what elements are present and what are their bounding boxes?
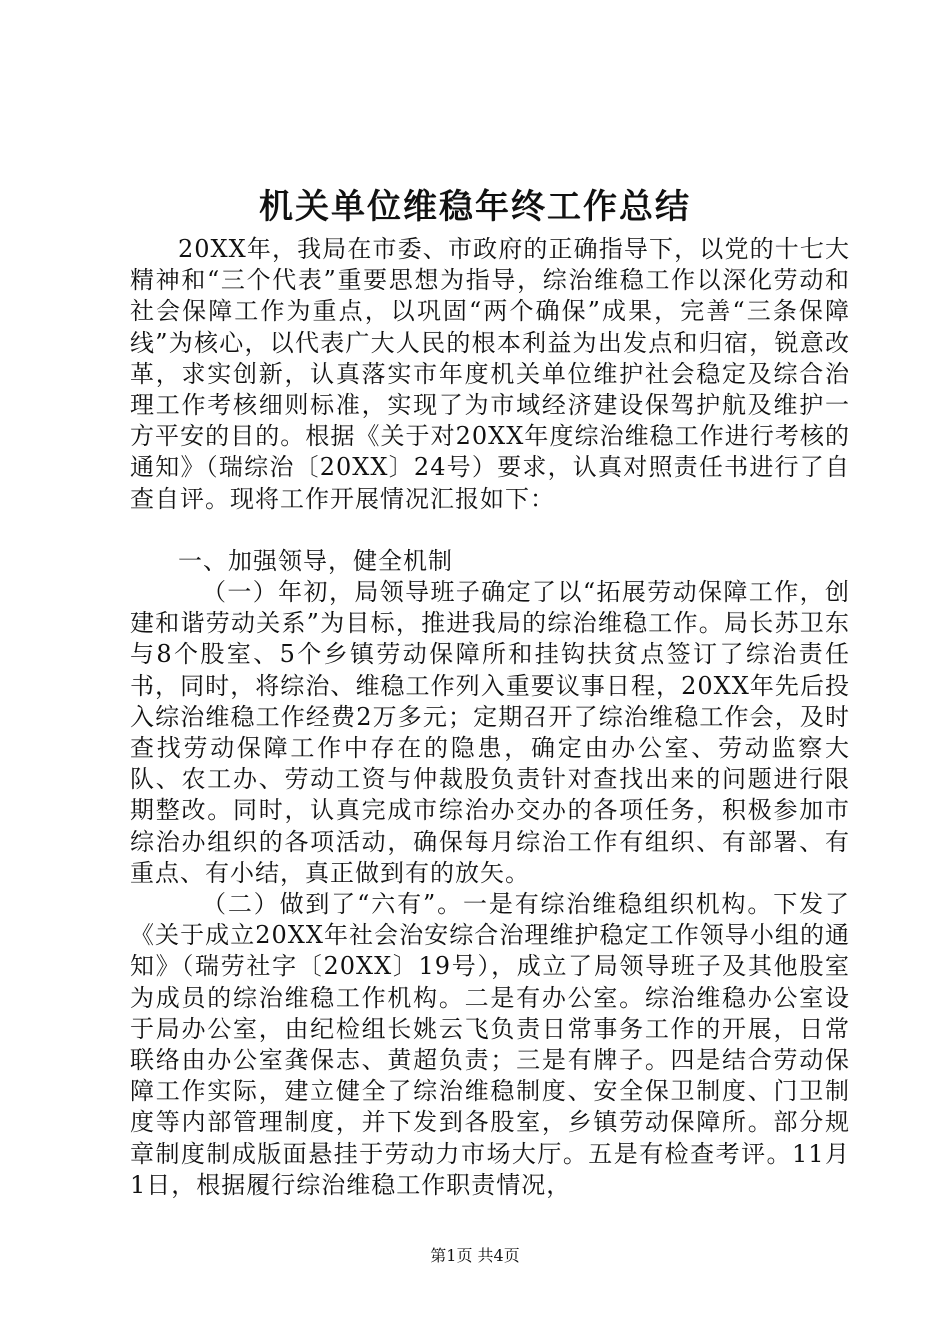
- item-paragraph-1: （一）年初，局领导班子确定了以“拓展劳动保障工作，创建和谐劳动关系”为目标，推进我局的综治维稳工作。局长苏卫东与8个股室、5个乡镇劳动保障所和挂钩扶贫点签订了综治责任书，同时，将综治、维稳工作列入重要议事日程，20XX年先后投入综治维稳工作经费2万多元；定期召开了综治维稳工作会，及时查找劳动保障工作中存在的隐患，确定由办公室、劳动监察大队、农工办、劳动工资与仲裁股负责针对查找出来的问题进行限期整改。同时，认真完成市综治办交办的各项任务，积极参加市综治办组织的各项活动，确保每月综治工作有组织、有部署、有重点、有小结，真正做到有的放矢。: [130, 578, 850, 887]
- intro-paragraph: 20XX年，我局在市委、市政府的正确指导下，以党的十七大精神和“三个代表”重要思想为指导，综治维稳工作以深化劳动和社会保障工作为重点，以巩固“两个确保”成果，完善“三条保障线”为核心，以代表广大人民的根本利益为出发点和归宿，锐意改革，求实创新，认真落实市年度机关单位维护社会稳定及综合治理工作考核细则标准，实现了为市域经济建设保驾护航及维护一方平安的目的。根据《关于对20XX年度综治维稳工作进行考核的通知》（瑞综治〔20XX〕24号）要求，认真对照责任书进行了自查自评。现将工作开展情况汇报如下：: [130, 235, 850, 513]
- document-body: [130, 234, 850, 1201]
- document-title: 机关单位维稳年终工作总结: [259, 187, 691, 227]
- page-number-footer: 第1页 共4页: [430, 1246, 520, 1265]
- item-paragraph-2: （二）做到了“六有”。一是有综治维稳组织机构。下发了《关于成立20XX年社会治安综合治理维护稳定工作领导小组的通知》（瑞劳社字〔20XX〕19号），成立了局领导班子及其他股室为成员的综治维稳工作机构。二是有办公室。综治维稳办公室设于局办公室，由纪检组长姚云飞负责日常事务工作的开展，日常联络由办公室龚保志、黄超负责；三是有牌子。四是结合劳动保障工作实际，建立健全了综治维稳制度、安全保卫制度、门卫制度等内部管理制度，并下发到各股室，乡镇劳动保障所。部分规章制度制成版面悬挂于劳动力市场大厅。五是有检查考评。11月1日，根据履行综治维稳工作职责情况，: [130, 890, 850, 1199]
- paragraph-spacer: [130, 515, 850, 546]
- section-heading: 一、加强领导，健全机制: [178, 546, 453, 575]
